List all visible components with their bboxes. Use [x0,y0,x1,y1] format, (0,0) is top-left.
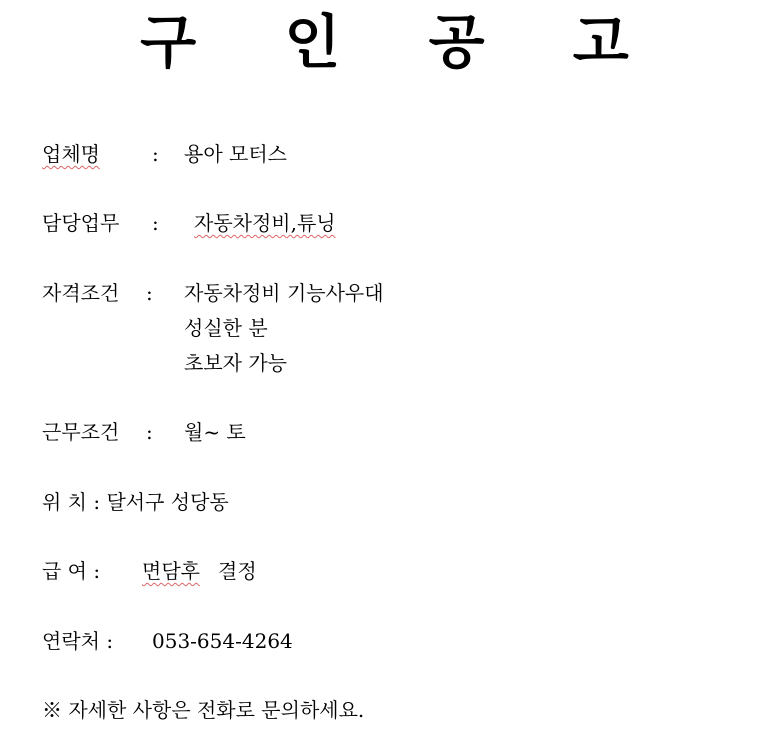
salary-label: 급 여 : [42,559,101,583]
company-label: 업체명 [42,142,100,166]
duty-value: 자동차정비,튜닝 [194,211,336,235]
notice-text: ※ 자세한 사항은 전화로 문의하세요. [42,698,365,722]
duty-row [42,210,442,236]
duty-label: 담당업무 [42,211,120,235]
qualification-label: 자격조건 [42,281,120,305]
qualification-line-2: 성실한 분 [184,316,268,340]
location-line: 위 치 : 달서구 성당동 [42,490,229,514]
company-row [42,141,442,167]
work-label: 근무조건 [42,420,120,444]
salary-row [42,558,442,584]
salary-value-underlined: 면담후 [142,559,200,583]
contact-row [42,628,442,654]
company-colon: : [152,142,159,166]
qualification-colon: : [146,281,153,305]
salary-value-rest: 결정 [218,559,257,583]
contact-label: 연락처 : [42,629,114,653]
company-value: 용아 모터스 [184,142,287,166]
page-title: 구 인 공 고 [140,8,663,76]
work-value: 월~ 토 [184,420,246,444]
contact-phone: 053-654-4264 [152,629,293,653]
duty-colon: : [152,211,159,235]
qualification-row [42,280,462,376]
work-colon: : [146,420,153,444]
qualification-line-1: 자동차정비 기능사우대 [184,281,384,305]
qualification-line-3: 초보자 가능 [184,351,287,375]
work-row [42,419,442,445]
